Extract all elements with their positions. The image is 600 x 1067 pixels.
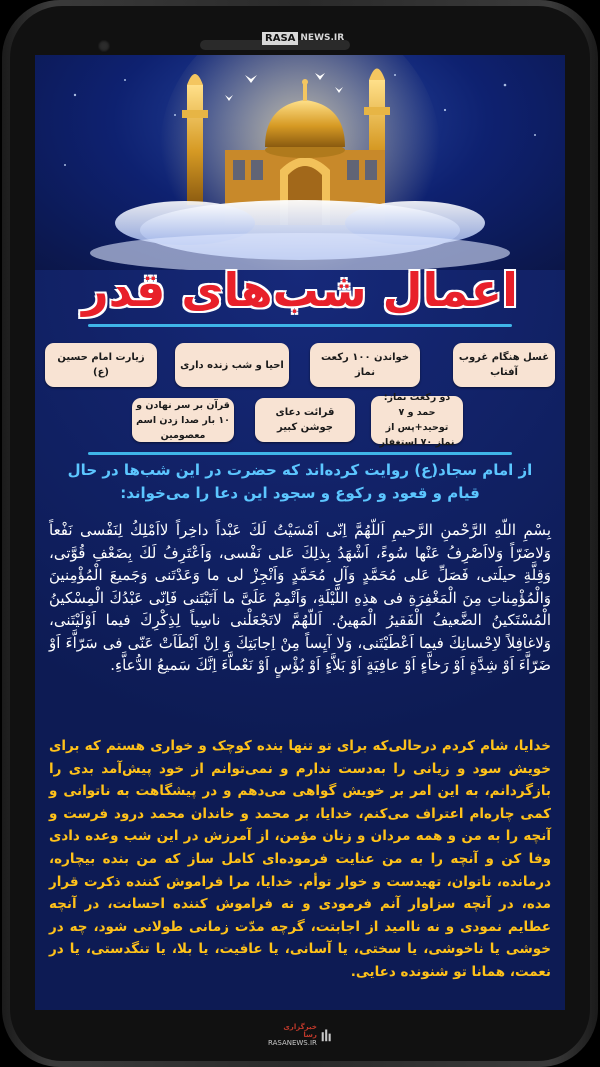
action-ziyarat: زیارت امام حسین (ع)	[45, 343, 157, 387]
footer-emblem-icon	[321, 1025, 332, 1045]
poster	[35, 55, 565, 1010]
shrine-image	[35, 55, 565, 270]
action-ghusl: غسل هنگام غروب آفتاب	[453, 343, 555, 387]
action-jawshan-kabir: قرائت دعای جوشن کبیر	[255, 398, 355, 442]
action-two-rakat: دو رکعت نماز: حمد و ۷ توحید+پس از نماز ۷۰ استغفار	[371, 396, 463, 444]
brand-logo	[262, 31, 344, 45]
section-divider	[88, 452, 512, 455]
footer-logo-line2: RASANEWS.IR	[268, 1039, 317, 1047]
camera-icon	[98, 40, 110, 52]
action-100-rakat: خواندن ۱۰۰ رکعت نماز	[310, 343, 420, 387]
brand-box: RASA	[262, 32, 298, 45]
footer-logo-text	[268, 1023, 317, 1047]
home-logo	[268, 1020, 332, 1050]
persian-translation: خدایا، شام کردم درحالی‌که برای تو تنها بنده کوچک و خواری هستم که برای خویش سود و زیانی را به‌دست ندارم و نمی‌توانم از خود پیش‌آمد بدی را بازگردانم، به این امر بر خویش گواهی می‌دهم و در پیشگاهت به ناتوانی و کمی چاره‌ام اعتراف می‌کنم، خدایا، بر محمد و خاندان محمد درود فرست و آنچه را به من و همه مردان و زنان مؤمن، از آمرزش در این شب وعده دادی وفا کن و آنچه را به من عنایت فرموده‌ای کامل ساز که من بنده بیچاره، درمانده، ناتوان، تهیدست و خوار توأم. خدایا، مرا فراموش کننده ذکرت قرار مده، در آنچه سزاوار آنم فرمودی و نه فراموش کننده احسانت، در آنچه عطایم نمودی و نه ناامید از اجابتت، گرچه مدّت زمانی طولانی شود، چه در خوشی یا ناخوشی، یا سختی، یا آسانی، یا عافیت، یا بلا، یا تنگدستی، یا در نعمت، همانا تو شنونده دعایی.	[49, 738, 551, 980]
footer-logo-line1: خبرگزاری رسا	[283, 1023, 317, 1039]
poster-title: اعمال شب‌های قدر	[82, 263, 518, 317]
title-divider	[88, 324, 512, 327]
action-vigil: احیا و شب زنده داری	[175, 343, 289, 387]
intro-text: از امام سجاد(ع) روایت کرده‌اند که حضرت در این شب‌ها در حال قیام و قعود و رکوع و سجود این دعا را می‌خواند:	[67, 461, 533, 502]
shrine-illustration	[35, 55, 565, 270]
arabic-prayer: بِسْمِ اللّهِ الرَّحْمنِ الرَّحيمِ اَللّهُمَّ اِنّى اَمْسَيْتُ لَكَ عَبْداً داخِراً لااَمْلِكُ لِنَفْسى نَفْعاً وَلاضَرّاً وَلااَصْرِفُ عَنْها سُوءً، اَشْهَدُ بِذلِكَ عَلى نَفْسى، وَاَعْتَرِفُ لَكَ بِضَعْفِ قُوَّتى، وَقِلَّةِ حيلَتى، فَصَلِّ عَلى مُحَمَّدٍ وَآلِ مُحَمَّدٍ وَاَنْجِزْ لى ما وَعَدْتَنى وَجَميعَ الْمُؤْمِنينَ وَالْمُؤْمِناتِ مِنَ الْمَغْفِرَةِ فى هذِهِ اللَّيْلَةِ، وَاَتْمِمْ عَلَىَّ ما آتَيْتَنى فَاِنّى عَبْدُكَ الْمِسْكينُ الْمُسْتَكينُ الضَّعيفُ الْفَقيرُ الْمَهينُ. اَللّهُمَّ لاتَجْعَلْنى ناسِياً لِذِكْرِكَ فيما اَوْلَيْتَنى، وَلاغافِلاً لاِحْسانِكَ فيما اَعْطَيْتَنى، وَلا آيِساً مِنْ اِجابَتِكَ وَ اِنْ اَبْطَاَتْ عَنّى فى سَرّاَّءَ اَوْ ضَرّاَّءَ اَوْ شِدَّةٍ اَوْ رَخاَّءٍ اَوْ عافِيَةٍ اَوْ بَلاَّءٍ اَوْ بُؤْسٍ اَوْ نَعْماَّءَ اِنَّكَ سَميعُ الدُّعاَّءِ.	[49, 521, 551, 674]
action-quran-on-head: قرآن بر سر نهادن و ۱۰ بار صدا زدن اسم معصومین	[132, 398, 234, 442]
brand-site: NEWS.IR	[300, 33, 345, 43]
